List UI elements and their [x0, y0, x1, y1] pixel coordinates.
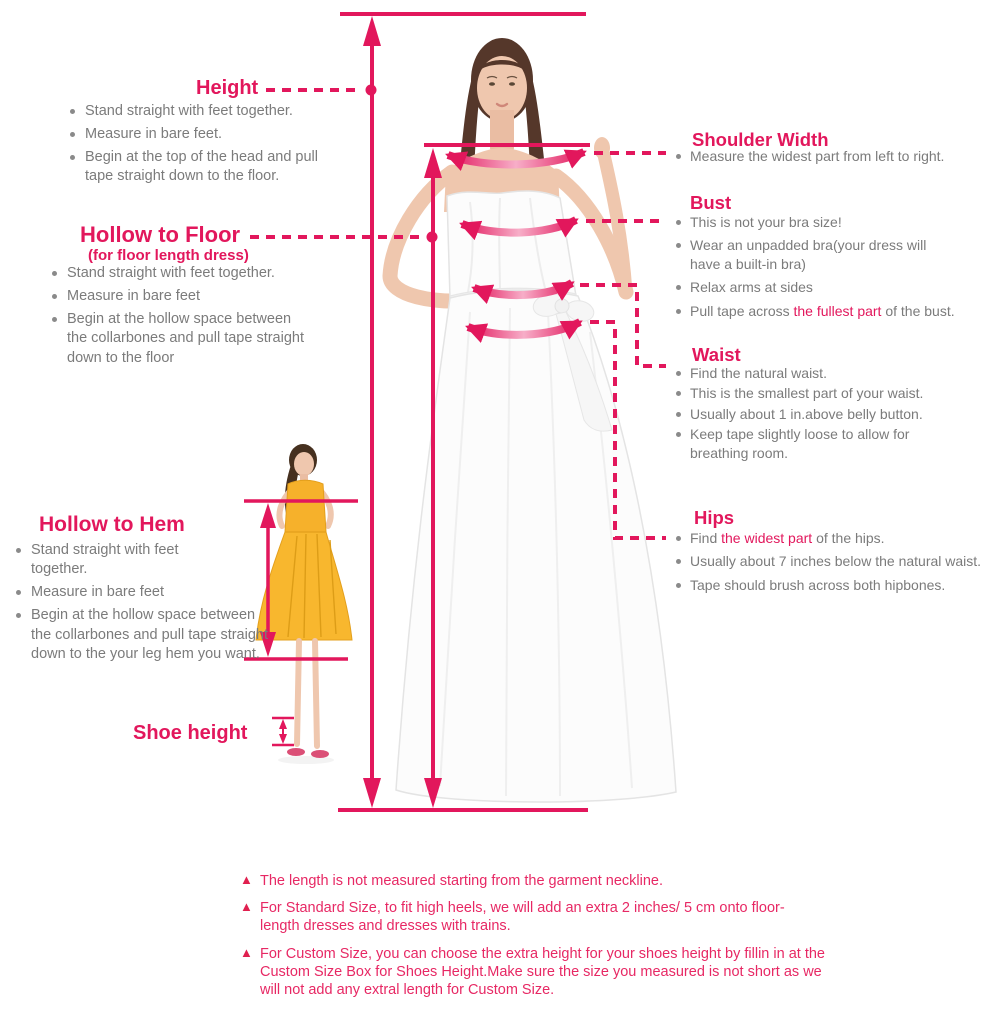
bullet-highlight: the widest part — [721, 530, 813, 546]
bust-heading: Bust — [690, 192, 732, 213]
note-neckline — [240, 872, 980, 890]
hollow-to-floor-bullet-list — [48, 264, 348, 372]
hips-bullet — [674, 529, 994, 547]
hollow-to-floor-bullet: Begin at the hollow space between the collarbones and pull tape straight down to the floor — [48, 310, 305, 367]
hips-heading: Hips — [694, 507, 735, 528]
height-bullet-list — [66, 102, 366, 191]
height-bullet: Measure in bare feet. — [66, 125, 366, 144]
hollow-to-hem-bullet: Stand straight with feet together. — [12, 541, 209, 579]
shoe-height-measure-line — [272, 718, 294, 745]
hollow-to-floor-heading: Hollow to Floor — [80, 222, 241, 247]
bullet-text: This is not your bra size! — [690, 214, 842, 230]
note-text: The length is not measured starting from the garment neckline. — [260, 873, 663, 889]
shoe-height-heading: Shoe height — [133, 722, 248, 744]
hollow-to-hem-bullet-list — [12, 541, 274, 668]
note-custom-size — [240, 945, 840, 999]
bullet-text: Measure the widest part from left to right. — [690, 148, 945, 164]
hips-bullet — [674, 576, 994, 594]
bust-bullet-list — [674, 213, 1000, 325]
waist-bullet — [674, 384, 994, 402]
height-label-connector — [266, 85, 377, 96]
triangle-icon: ▲ — [240, 872, 253, 887]
note-standard-size — [240, 899, 820, 935]
bullet-text: Keep tape slightly loose to allow for breathing room. — [690, 426, 910, 461]
triangle-icon: ▲ — [240, 899, 253, 914]
bullet-highlight: the fullest part — [793, 302, 882, 319]
hollow-to-floor-subtitle: (for floor length dress) — [88, 247, 249, 264]
bust-bullet — [674, 278, 1000, 296]
bullet-text: Relax arms at sides — [690, 279, 813, 296]
hollow-to-floor-bullet: Stand straight with feet together. — [48, 264, 348, 283]
bust-bullet — [674, 213, 1000, 231]
height-bullet: Begin at the top of the head and pull tape straight down to the floor. — [66, 148, 327, 186]
bullet-text: Pull tape across — [690, 302, 794, 319]
note-text: For Custom Size, you can choose the extra height for your shoes height by fillin in at the Custom Size Box for Shoes Height.Make sure the size you measured is not short as we will not add any extral length for Custom Size. — [260, 946, 825, 999]
bullet-text: Wear an unpadded bra(your dress will have a built-in bra) — [690, 237, 927, 272]
shoulder-width-bullet-list — [674, 147, 994, 170]
hollow-to-floor-bullet: Measure in bare feet — [48, 287, 348, 306]
height-heading: Height — [196, 77, 259, 99]
waist-heading: Waist — [692, 344, 741, 365]
bullet-text: Find — [690, 530, 722, 546]
waist-bullet — [674, 425, 958, 462]
bullet-text: Usually about 1 in.above belly button. — [690, 405, 923, 422]
hips-bullet-list — [674, 529, 994, 599]
bullet-text: This is the smallest part of your waist. — [690, 385, 924, 402]
waist-bullet — [674, 364, 994, 382]
hollow-to-hem-bullet: Measure in bare feet — [12, 583, 274, 602]
height-bullet: Stand straight with feet together. — [66, 102, 366, 121]
bullet-text: Tape should brush across both hipbones. — [690, 576, 946, 593]
hollow-to-hem-bullet: Begin at the hollow space between the collarbones and pull tape straight down to the your leg hem you want. — [12, 606, 273, 663]
bullet-text: Usually about 7 inches below the natural waist. — [690, 553, 982, 570]
hollow-to-hem-heading: Hollow to Hem — [39, 513, 185, 536]
bullet-text: of the hips. — [812, 530, 885, 546]
shoulder-width-bullet — [674, 147, 994, 165]
hips-bullet — [674, 552, 984, 570]
waist-bullet — [674, 405, 994, 423]
bust-bullet — [674, 302, 1000, 320]
shoulder-width-heading: Shoulder Width — [692, 129, 829, 150]
waist-bullet-list — [674, 364, 994, 464]
triangle-icon: ▲ — [240, 945, 253, 960]
bullet-text: of the bust. — [881, 302, 955, 319]
bust-bullet — [674, 236, 952, 273]
bullet-text: Find the natural waist. — [690, 365, 827, 381]
note-text: For Standard Size, to fit high heels, we will add an extra 2 inches/ 5 cm onto floor-length dresses and dresses with trains. — [260, 900, 785, 935]
